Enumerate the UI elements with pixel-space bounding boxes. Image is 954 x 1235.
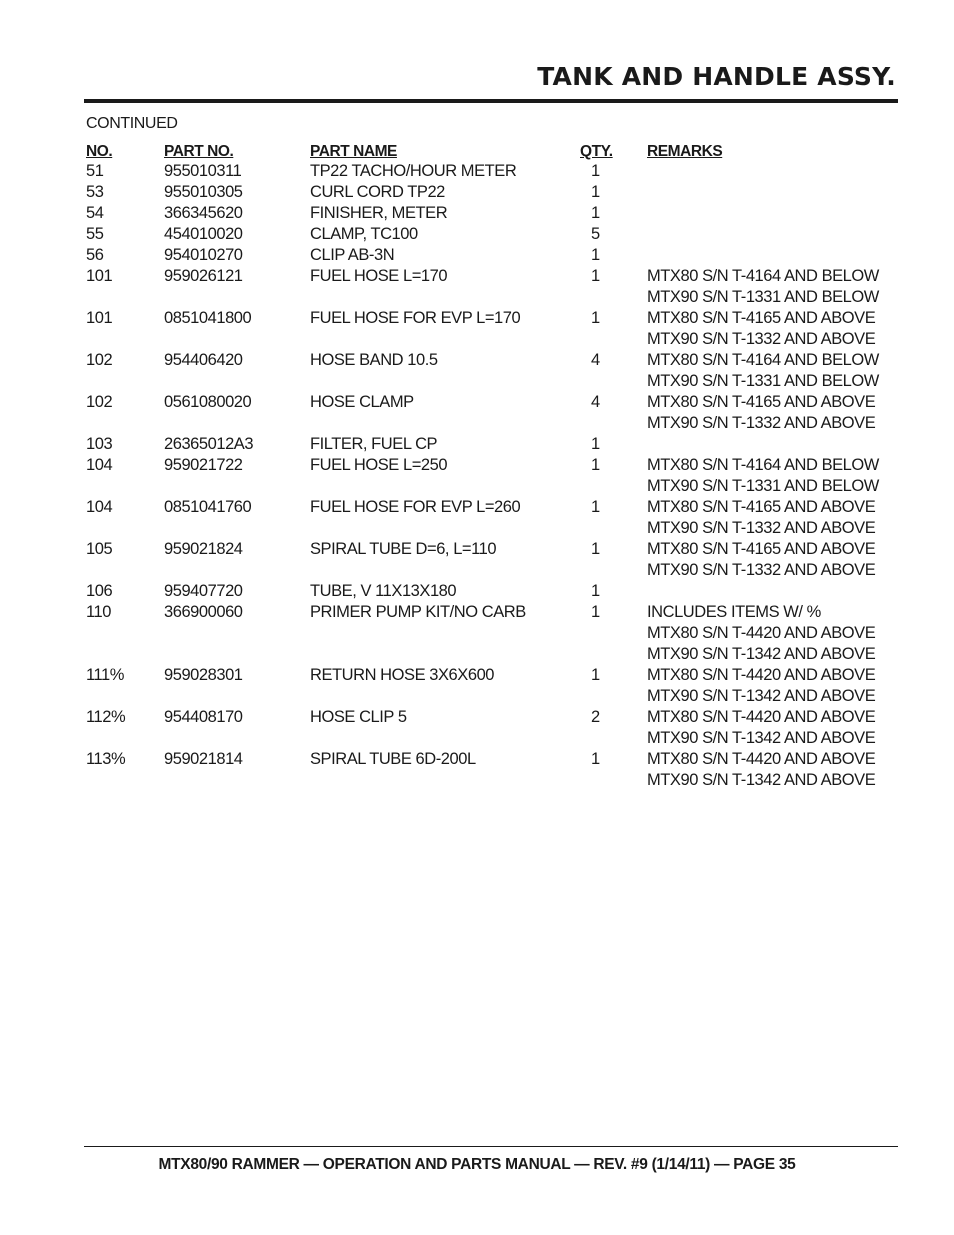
quantity: 1 (591, 540, 600, 558)
remarks: MTX90 S/N T-1342 AND ABOVE (647, 645, 876, 663)
remarks: MTX80 S/N T-4165 AND ABOVE (647, 393, 876, 411)
footer-rule (84, 1146, 898, 1147)
remarks: MTX90 S/N T-1331 AND BELOW (647, 372, 879, 390)
item-number: 54 (86, 204, 104, 222)
remarks: MTX80 S/N T-4164 AND BELOW (647, 267, 879, 285)
part-number: 959407720 (164, 582, 243, 600)
title-rule (84, 99, 898, 103)
part-name: TUBE, V 11X13X180 (310, 581, 459, 602)
table-row (0, 476, 954, 497)
remarks: MTX90 S/N T-1332 AND ABOVE (647, 561, 876, 579)
table-row (0, 728, 954, 749)
header-qty: QTY. (580, 143, 613, 160)
quantity: 5 (591, 225, 600, 243)
part-number: 959028301 (164, 666, 243, 684)
part-number: 454010020 (164, 225, 243, 243)
part-number: 954406420 (164, 351, 243, 369)
remarks: MTX90 S/N T-1332 AND ABOVE (647, 414, 876, 432)
remarks: MTX80 S/N T-4420 AND ABOVE (647, 708, 876, 726)
part-name: PRIMER PUMP KIT/NO CARB (310, 602, 529, 623)
quantity: 4 (591, 393, 600, 411)
table-row (0, 770, 954, 791)
continued-label: CONTINUED (86, 115, 178, 132)
quantity: 1 (591, 750, 600, 768)
part-name: FILTER, FUEL CP (310, 434, 440, 455)
quantity: 1 (591, 183, 600, 201)
remarks: MTX80 S/N T-4165 AND ABOVE (647, 540, 876, 558)
item-number: 103 (86, 435, 113, 453)
part-name: FINISHER, METER (310, 203, 450, 224)
table-row (0, 686, 954, 707)
quantity: 1 (591, 603, 600, 621)
remarks: MTX90 S/N T-1342 AND ABOVE (647, 687, 876, 705)
item-number: 110 (86, 603, 111, 621)
item-number: 101 (86, 309, 113, 327)
remarks: MTX90 S/N T-1332 AND ABOVE (647, 330, 876, 348)
table-header (0, 141, 954, 162)
part-number: 26365012A3 (164, 435, 254, 453)
table-row (0, 245, 954, 266)
item-number: 105 (86, 540, 113, 558)
part-number: 955010305 (164, 183, 243, 201)
table-row (0, 203, 954, 224)
page-title: TANK AND HANDLE ASSY. (537, 62, 896, 91)
part-name: SPIRAL TUBE D=6, L=110 (310, 539, 499, 560)
remarks: MTX80 S/N T-4165 AND ABOVE (647, 498, 876, 516)
table-row (0, 665, 954, 686)
part-name: RETURN HOSE 3X6X600 (310, 665, 497, 686)
quantity: 1 (591, 162, 600, 180)
header-part-no: PART NO. (164, 143, 234, 160)
item-number: 53 (86, 183, 104, 201)
part-name: FUEL HOSE L=170 (310, 266, 450, 287)
remarks: MTX80 S/N T-4420 AND ABOVE (647, 750, 876, 768)
quantity: 1 (591, 582, 600, 600)
remarks: MTX80 S/N T-4165 AND ABOVE (647, 309, 876, 327)
remarks: MTX90 S/N T-1331 AND BELOW (647, 477, 879, 495)
part-name: CURL CORD TP22 (310, 182, 448, 203)
part-number: 955010311 (164, 162, 242, 180)
part-number: 0851041800 (164, 309, 252, 327)
part-number: 0561080020 (164, 393, 252, 411)
remarks: MTX80 S/N T-4420 AND ABOVE (647, 624, 876, 642)
table-row (0, 602, 954, 623)
part-number: 366900060 (164, 603, 243, 621)
part-name: CLAMP, TC100 (310, 224, 421, 245)
table-row (0, 644, 954, 665)
remarks: MTX90 S/N T-1342 AND ABOVE (647, 771, 876, 789)
table-row (0, 413, 954, 434)
table-row (0, 287, 954, 308)
part-number: 954408170 (164, 708, 243, 726)
quantity: 1 (591, 666, 600, 684)
quantity: 1 (591, 498, 600, 516)
part-number: 959021824 (164, 540, 243, 558)
item-number: 51 (86, 162, 104, 180)
table-row (0, 182, 954, 203)
page-footer: MTX80/90 RAMMER — OPERATION AND PARTS MANUAL — REV. #9 (1/14/11) — PAGE 35 (158, 1156, 796, 1173)
table-row (0, 560, 954, 581)
part-number: 0851041760 (164, 498, 252, 516)
part-name: HOSE CLIP 5 (310, 707, 410, 728)
part-name: CLIP AB-3N (310, 245, 397, 266)
table-row (0, 497, 954, 518)
table-row (0, 455, 954, 476)
header-remarks: REMARKS (647, 143, 723, 160)
part-number: 959021722 (164, 456, 243, 474)
item-number: 111% (86, 666, 124, 684)
item-number: 101 (86, 267, 113, 285)
table-row (0, 434, 954, 455)
part-number: 366345620 (164, 204, 243, 222)
table-row (0, 392, 954, 413)
remarks: INCLUDES ITEMS W/ % (647, 603, 821, 621)
table-row (0, 266, 954, 287)
table-row (0, 518, 954, 539)
table-row (0, 749, 954, 770)
part-name: FUEL HOSE L=250 (310, 455, 450, 476)
table-row (0, 224, 954, 245)
part-name: HOSE BAND 10.5 (310, 350, 441, 371)
remarks: MTX90 S/N T-1331 AND BELOW (647, 288, 879, 306)
item-number: 102 (86, 351, 113, 369)
item-number: 113% (86, 750, 126, 768)
part-number: 959026121 (164, 267, 243, 285)
item-number: 102 (86, 393, 113, 411)
item-number: 112% (86, 708, 126, 726)
quantity: 1 (591, 435, 600, 453)
table-row (0, 350, 954, 371)
quantity: 1 (591, 204, 600, 222)
quantity: 2 (591, 708, 600, 726)
item-number: 104 (86, 498, 113, 516)
quantity: 1 (591, 309, 600, 327)
table-row (0, 308, 954, 329)
quantity: 1 (591, 246, 600, 264)
quantity: 4 (591, 351, 600, 369)
remarks: MTX80 S/N T-4164 AND BELOW (647, 351, 879, 369)
table-row (0, 707, 954, 728)
item-number: 56 (86, 246, 104, 264)
remarks: MTX80 S/N T-4420 AND ABOVE (647, 666, 876, 684)
part-number: 954010270 (164, 246, 243, 264)
item-number: 104 (86, 456, 113, 474)
quantity: 1 (591, 267, 600, 285)
remarks: MTX90 S/N T-1332 AND ABOVE (647, 519, 876, 537)
table-row (0, 329, 954, 350)
part-name: FUEL HOSE FOR EVP L=170 (310, 308, 523, 329)
part-name: FUEL HOSE FOR EVP L=260 (310, 497, 523, 518)
remarks: MTX90 S/N T-1342 AND ABOVE (647, 729, 876, 747)
table-row (0, 161, 954, 182)
part-name: SPIRAL TUBE 6D-200L (310, 749, 479, 770)
part-number: 959021814 (164, 750, 243, 768)
header-no: NO. (86, 143, 113, 160)
table-row (0, 581, 954, 602)
table-row (0, 623, 954, 644)
table-row (0, 539, 954, 560)
header-part-name: PART NAME (310, 143, 397, 160)
part-name: HOSE CLAMP (310, 392, 417, 413)
part-name: TP22 TACHO/HOUR METER (310, 161, 519, 182)
item-number: 106 (86, 582, 113, 600)
quantity: 1 (591, 456, 600, 474)
item-number: 55 (86, 225, 104, 243)
table-row (0, 371, 954, 392)
remarks: MTX80 S/N T-4164 AND BELOW (647, 456, 879, 474)
